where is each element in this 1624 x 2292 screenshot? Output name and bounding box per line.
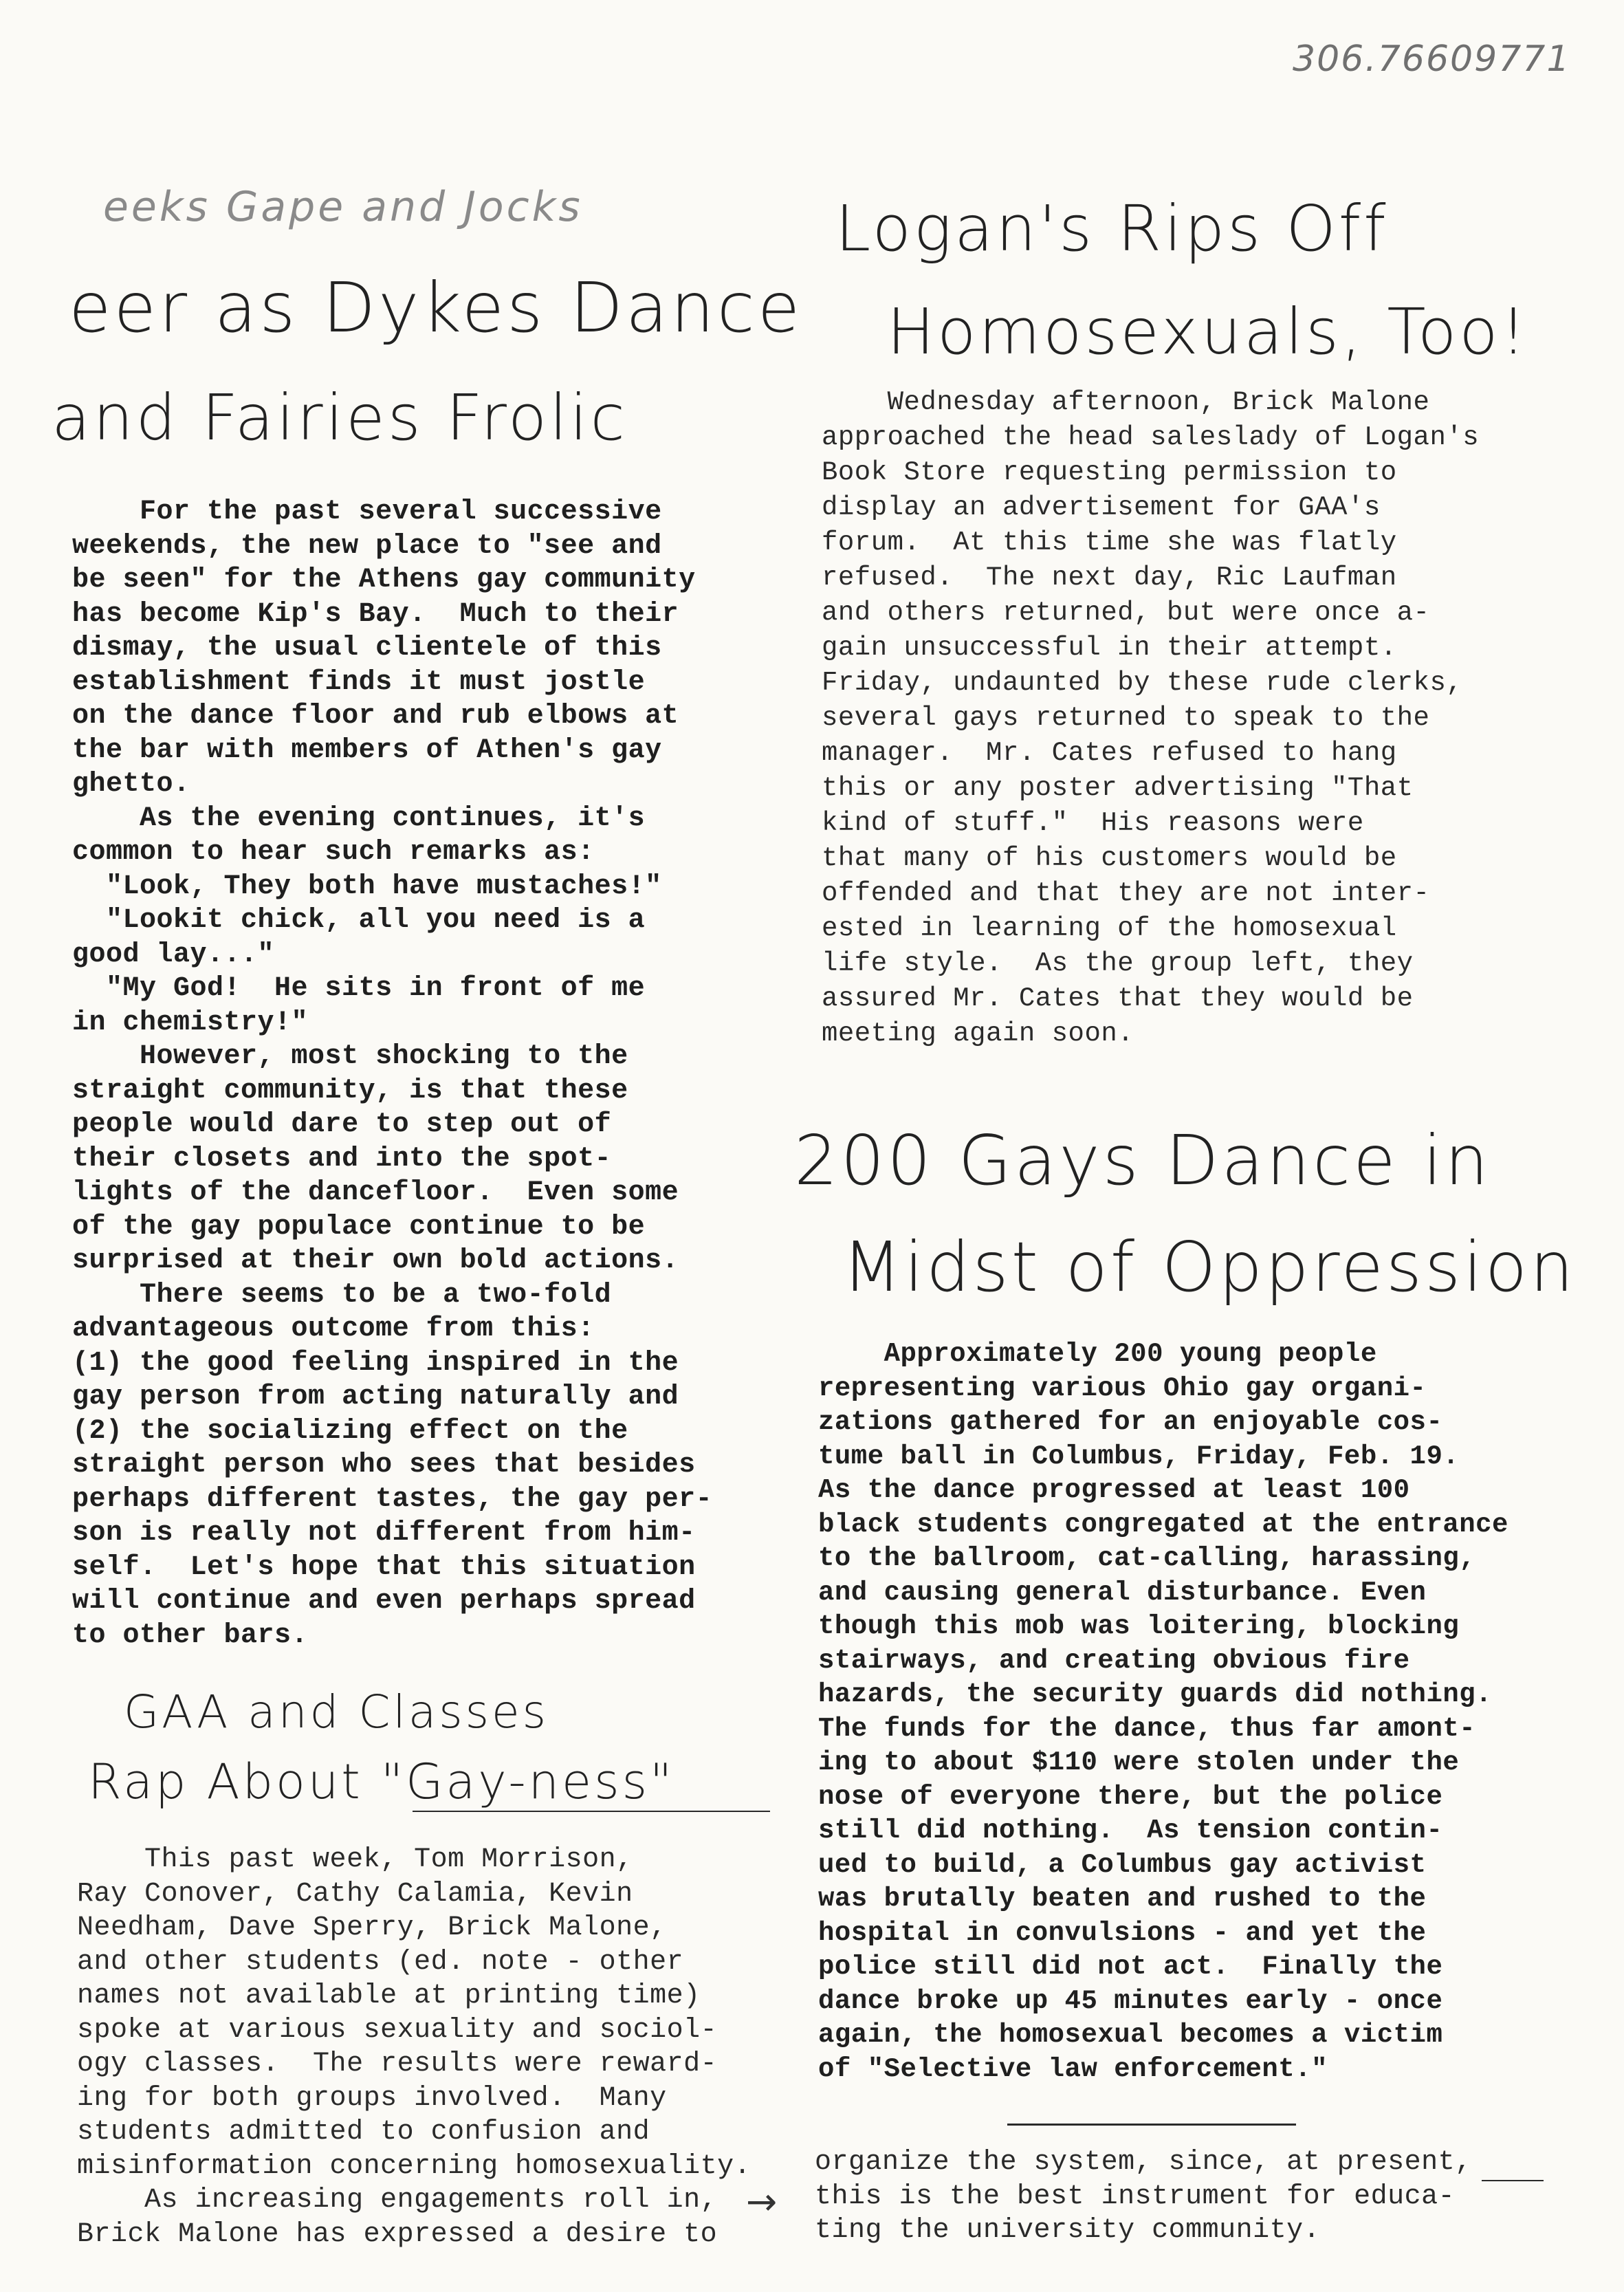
headline-1-line-2: eer as Dykes Dance (69, 268, 803, 348)
continued-gaa-text: organize the system, since, at present, this is the best instrument for educa- ting the university community. (815, 2147, 1472, 2246)
article-kips-bay-text: For the past several successive weekends, the new place to "see and be seen" for the Athens gay community has become Kip's Bay. Much to their dismay, the usual clientele of this establishment finds it must jostle on the dance floor and rub elbows at the bar with members of Athen's gay ghetto. As the evening continues, it's common to hear such remarks as: "Look, They both have mustaches!" "Lookit chick, all you need is a good lay..." "My God! He sits in front of me in chemistry!" However, most shocking to the straight community, is that these people would dare to step out of their closets and into the spot- lights of the dancefloor. Even some of the gay populace continue to be surprised at their own bold actions. There seems to be a two-fold advantageous outcome from this: (1) the good feeling inspired in the gay person from acting naturally and (2) the socializing effect on the straight person who sees that besides perhaps different tastes, the gay per- son is really not different from him- self. Let's hope that this situation will continue and even perhaps spread to other bars. (72, 496, 713, 1651)
column-separator-rule (1007, 2124, 1296, 2126)
article-200-gays-text: Approximately 200 young people representing various Ohio gay organi- zations gathered for an enjoyable cos- tume ball in Columbus, Friday, Feb. 19. As the dance progressed at least 100 black students congregated at the entrance to the ballroom, cat-calling, harassing, and causing general disturbance. Even though this mob was loitering, blocking stairways, and creating obvious fire hazards, the security guards did nothing. The funds for the dance, thus far amont- ing to about $110 were stolen under the nose of everyone there, but the police still did nothing. As tension contin- ued to build, a Columbus gay activist was brutally beaten and rushed to the hospital in convulsions - and yet the police still did not act. Finally the dance broke up 45 minutes early - once again, the homosexual becomes a victim of "Selective law enforcement." (818, 1339, 1508, 2084)
headline-1-line-1: eeks Gape and Jocks (103, 183, 583, 231)
article-gaa-classes-text: This past week, Tom Morrison, Ray Conover, Cathy Calamia, Kevin Needham, Dave Sperry, Brick Malone, and other students (ed. note - other names not available at printing time) spoke at various sexuality and sociol- ogy classes. The results were reward- ing for both groups involved. Many students admitted to confusion and misinformation concerning homosexuality. As increasing engagements roll in, Brick Malone has expressed a desire to (77, 1844, 751, 2250)
headline-4-line-2: Midst of Oppression (842, 1227, 1577, 1307)
headline-3-underline (413, 1811, 770, 1812)
headline-4-line-1: 200 Gays Dance in (794, 1120, 1491, 1201)
catalog-number: 306.76609771 (1293, 39, 1571, 80)
continue-arrow-icon: → (746, 2180, 778, 2223)
headline-2-line-2: Homosexuals, Too! (887, 295, 1529, 369)
continued-margin-mark (1482, 2180, 1544, 2181)
headline-1-line-3: and Fairies Frolic (52, 381, 628, 455)
article-logans-text: Wednesday afternoon, Brick Malone approached the head saleslady of Logan's Book Store requesting permission to display an advertisement for GAA's forum. At this time she was flatly refused. The next day, Ric Laufman and others returned, but were once a- gain unsuccessful in their attempt. Friday, undaunted by these rude clerks, several gays returned to speak to the manager. Mr. Cates refused to hang this or any poster advertising "That kind of stuff." His reasons were that many of his customers would be offended and that they are not inter- ested in learning of the homosexual life style. As the group left, they assured Mr. Cates that they would be meeting again soon. (822, 387, 1480, 1049)
headline-3-line-1: GAA and Classes (124, 1685, 549, 1738)
headline-3-line-2: Rap About "Gay-ness" (88, 1754, 675, 1810)
headline-2-line-1: Logan's Rips Off (835, 192, 1389, 265)
